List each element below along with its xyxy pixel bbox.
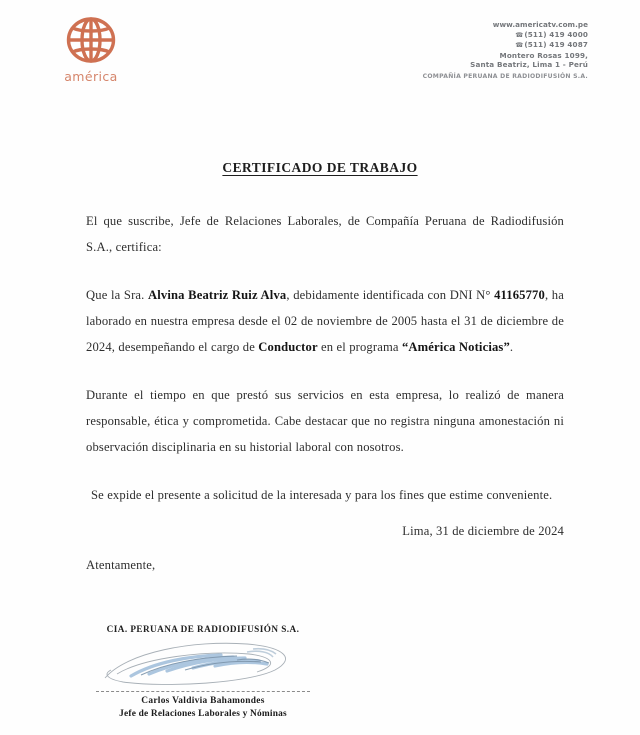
globe-icon	[65, 14, 117, 66]
clause-mid-3: en el programa	[317, 340, 402, 354]
phone-icon: ☎	[515, 30, 524, 39]
clause-mid-1: , debidamente identificada con DNI N°	[286, 288, 495, 302]
contact-details	[423, 20, 588, 82]
signer-role: Jefe de Relaciones Laborales y Nóminas	[119, 709, 287, 719]
employee-position: Conductor	[258, 340, 318, 354]
brand-logo	[52, 14, 130, 84]
issue-date: Lima, 31 de diciembre de 2024	[402, 524, 564, 538]
clause-tail: .	[509, 340, 514, 354]
employee-name: Alvina Beatriz Ruiz Alva	[148, 288, 287, 302]
letterhead	[0, 0, 640, 110]
signature-block	[88, 624, 318, 721]
paragraph-employment-details	[86, 282, 564, 360]
signer-name: Carlos Valdivia Bahamondes	[141, 696, 265, 706]
clause-lead: Que la Sra.	[86, 288, 149, 302]
phone-primary-line	[423, 30, 588, 41]
paragraph-intro: El que suscribe, Jefe de Relaciones Laborales, de Compañía Peruana de Radiodifusión S.A., certifica:	[86, 214, 564, 254]
program-name: “América Noticias”	[401, 340, 510, 354]
paragraph-purpose: Se expide el presente a solicitud de la interesada y para los fines que estime conveniente.	[91, 488, 553, 502]
paragraph-conduct: Durante el tiempo en que prestó sus servicios en esta empresa, lo realizó de manera responsable, ética y comprometida. Cabe destacar que no registra ninguna amonestación ni observación disciplinaria en su historial laboral con nosotros.	[86, 388, 564, 454]
clause-mid-2: , ha laborado en nuestra empresa desde el 02 de noviembre de 2005 hasta el 31 de diciembre de 2024, desempeñando el cargo de	[86, 288, 564, 354]
phone-secondary-value: (511) 419 4087	[524, 40, 588, 50]
employee-dni: 41165770	[494, 288, 545, 302]
brand-wordmark: américa	[64, 69, 118, 84]
signature-rule	[96, 691, 310, 692]
company-name: CIA. PERUANA DE RADIODIFUSIÓN S.A.	[106, 624, 300, 634]
handwritten-signature	[97, 638, 309, 690]
legal-name-line: COMPAÑÍA PERUANA DE RADIODIFUSIÓN S.A.	[422, 72, 588, 80]
address-city-line: Santa Beatriz, Lima 1 - Perú	[470, 60, 588, 70]
document-body	[86, 208, 564, 508]
phone-primary-value: (511) 419 4000	[524, 29, 588, 39]
website-line: www.americatv.com.pe	[492, 20, 588, 29]
address-street-line: Montero Rosas 1099,	[499, 50, 588, 60]
phone-icon: ☎	[515, 41, 524, 50]
phone-secondary-line	[423, 40, 588, 51]
page-title: CERTIFICADO DE TRABAJO	[222, 160, 418, 175]
closing-salutation: Atentamente,	[86, 558, 156, 572]
